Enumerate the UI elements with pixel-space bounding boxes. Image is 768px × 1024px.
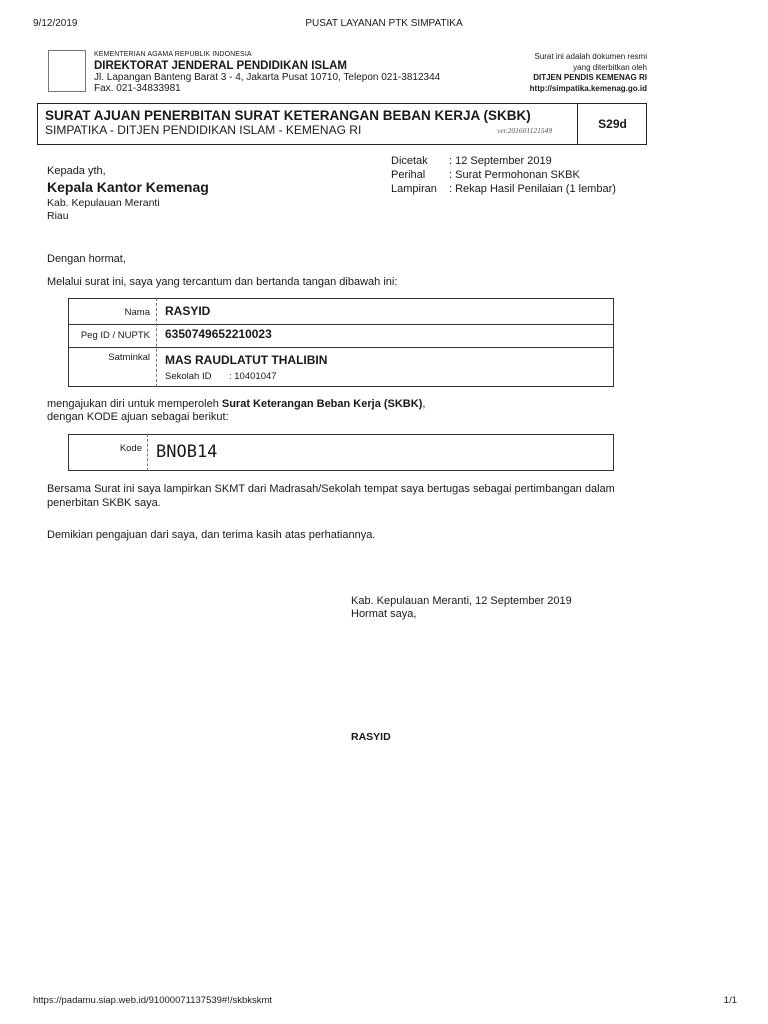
attachment-value: : Rekap Hasil Penilaian (1 lembar) [449,183,616,195]
recipient-name: Kepala Kantor Kemenag [47,179,209,195]
code-box [68,434,614,471]
recipient-area: Kab. Kepulauan Meranti [47,197,160,209]
document-title: SURAT AJUAN PENERBITAN SURAT KETERANGAN BEBAN KERJA (SKBK) [45,108,531,123]
request-text-line2: dengan KODE ajuan sebagai berikut: [47,411,229,423]
request-text-pre: mengajukan diri untuk memperoleh [47,398,222,410]
print-url: https://padamu.siap.web.id/91000071137539#!/skbkskmt [33,995,273,1006]
request-text-post: , [422,398,426,410]
code-column-divider [147,434,148,471]
logo-placeholder [48,50,86,92]
greeting: Dengan hormat, [47,253,126,265]
document-code: S29d [598,117,627,131]
school-id-label: Sekolah ID [165,371,212,382]
name-label: Nama [124,307,150,318]
official-note-url: http://simpatika.kemenag.go.id [529,84,647,93]
subject-label: Perihal [391,169,426,181]
attachment-label: Lampiran [391,183,437,195]
subject-value: : Surat Permohonan SKBK [449,169,580,181]
signature-place-date: Kab. Kepulauan Meranti, 12 September 2019 [351,595,572,607]
name-value: RASYID [165,304,211,318]
office-fax: Fax. 021-34833981 [94,83,181,94]
official-note-line2: yang diterbitkan oleh [573,63,647,72]
intro-text: Melalui surat ini, saya yang tercantum dan bertanda tangan dibawah ini: [47,276,398,288]
signature-closing: Hormat saya, [351,608,417,620]
request-text [47,398,425,410]
print-page-number: 1/1 [723,995,737,1006]
code-value: BNOB14 [156,442,218,462]
body-paragraph-1-line2: penerbitan SKBK saya. [47,497,161,509]
peg-id-value: 6350749652210023 [165,327,272,341]
body-paragraph-1-line1: Bersama Surat ini saya lampirkan SKMT dari Madrasah/Sekolah tempat saya bertugas sebagai pertimbangan dalam [47,483,615,495]
official-note-issuer: DITJEN PENDIS KEMENAG RI [533,73,647,82]
table-row-divider [68,347,614,348]
table-row-divider [68,324,614,325]
directorate-name: DIREKTORAT JENDERAL PENDIDIKAN ISLAM [94,60,348,72]
print-date: 9/12/2019 [33,18,78,29]
satminkal-label: Satminkal [108,352,150,363]
body-paragraph-2: Demikian pengajuan dari saya, dan terima kasih atas perhatiannya. [47,529,376,541]
printed-label: Dicetak [391,155,428,167]
satminkal-value: MAS RAUDLATUT THALIBIN [165,353,328,367]
print-page-title: PUSAT LAYANAN PTK SIMPATIKA [305,18,463,29]
document-subtitle: SIMPATIKA - DITJEN PENDIDIKAN ISLAM - KEMENAG RI [45,123,362,137]
document-version: ver.201601121549 [497,126,553,135]
school-id-value: : 10401047 [229,371,277,382]
office-address: Jl. Lapangan Banteng Barat 3 - 4, Jakarta Pusat 10710, Telepon 021-3812344 [94,72,441,83]
ministry-name: KEMENTERIAN AGAMA REPUBLIK INDONESIA [94,51,252,58]
official-note-line1: Surat ini adalah dokumen resmi [534,52,647,61]
request-text-bold: Surat Keterangan Beban Kerja (SKBK) [221,398,423,410]
signature-name: RASYID [351,731,391,743]
peg-id-label: Peg ID / NUPTK [80,330,150,341]
printed-value: : 12 September 2019 [449,155,552,167]
code-label: Kode [119,443,142,454]
recipient-salutation: Kepada yth, [47,165,106,177]
recipient-province: Riau [47,210,69,222]
table-column-divider [156,298,157,387]
